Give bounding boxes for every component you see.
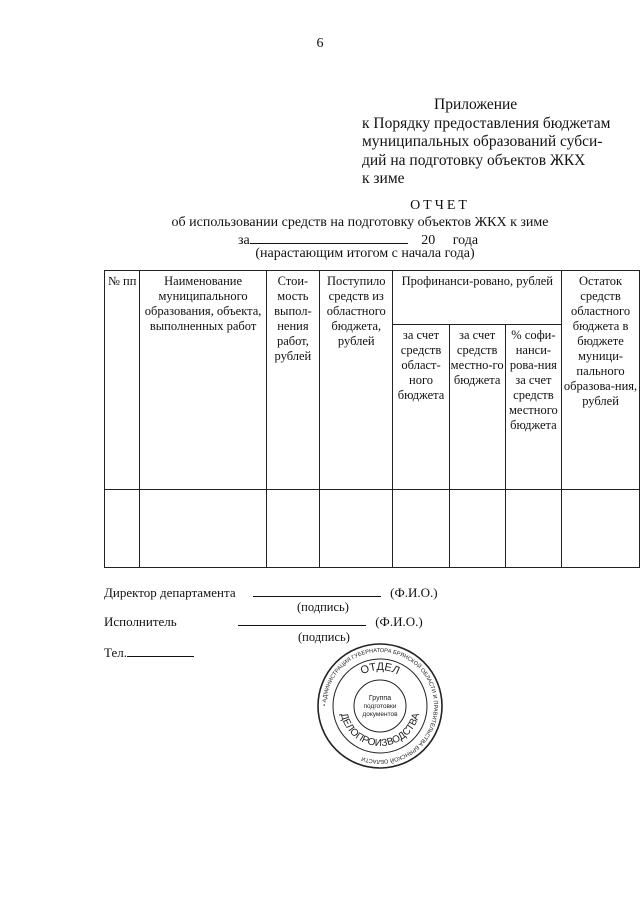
appendix-block bbox=[362, 96, 632, 189]
table-cell[interactable] bbox=[140, 490, 266, 568]
period-year: 20 bbox=[421, 233, 436, 248]
seal-center-line: Группа bbox=[368, 695, 392, 702]
director-fio: (Ф.И.О.) bbox=[390, 585, 438, 600]
executor-fio: (Ф.И.О.) bbox=[375, 614, 423, 629]
report-table bbox=[104, 270, 640, 568]
appendix-line: к Порядку предоставления бюджетам bbox=[362, 114, 611, 132]
phone-label: Тел. bbox=[104, 645, 127, 660]
subheader-regional-budget: за счет средств област-ного бюджета bbox=[393, 325, 449, 490]
appendix-line: к зиме bbox=[362, 170, 405, 187]
executor-signature-hint: (подпись) bbox=[298, 630, 350, 644]
period-prefix: за bbox=[238, 233, 250, 248]
table-cell[interactable] bbox=[320, 490, 393, 568]
executor-signature-row bbox=[104, 614, 423, 630]
director-signature-row bbox=[104, 585, 438, 601]
table-cell[interactable] bbox=[449, 490, 505, 568]
period-suffix: года bbox=[452, 233, 479, 248]
department-seal bbox=[316, 642, 444, 770]
table-row bbox=[105, 490, 640, 568]
subheader-local-budget: за счет средств местно-го бюджета bbox=[449, 325, 505, 490]
seal-center-line: документов bbox=[362, 711, 398, 718]
report-title: ОТЧЕТ bbox=[410, 198, 470, 213]
col-header-cofinanced: Профинанси-ровано, рублей bbox=[393, 271, 562, 325]
phone-field[interactable] bbox=[127, 645, 194, 657]
seal-graphic bbox=[316, 642, 444, 770]
seal-ring-text: • АДМИНИСТРАЦИЯ ГУБЕРНАТОРА БРЯНСКОЙ ОБЛАСТИ И ПРАВИТЕЛЬСТВА БРЯНСКОЙ ОБЛАСТИ bbox=[321, 647, 439, 765]
director-label: Директор департамента bbox=[104, 585, 236, 600]
table-cell[interactable] bbox=[105, 490, 140, 568]
page-number: 6 bbox=[316, 36, 324, 51]
subheader-cofinancing-percent: % софи-нанси-рова-ния за счет средств местного бюджета bbox=[505, 325, 561, 490]
seal-top-text: ОТДЕЛ bbox=[358, 660, 402, 678]
table-cell[interactable] bbox=[562, 490, 640, 568]
seal-center-line: подготовки bbox=[363, 703, 397, 710]
period-blank-field[interactable] bbox=[250, 231, 408, 244]
col-header-cost: Стои-мость выпол-нения работ, рублей bbox=[266, 271, 319, 490]
col-header-received: Поступило средств из областного бюджета, рублей bbox=[320, 271, 393, 490]
appendix-title: Приложение bbox=[434, 96, 518, 113]
executor-signature-field[interactable] bbox=[238, 614, 366, 626]
col-header-balance: Остаток средств областного бюджета в бюджете муници-пального образова-ния, рублей bbox=[562, 271, 640, 490]
phone-row bbox=[104, 645, 194, 661]
seal-bottom-text: ДЕЛОПРОИЗВОДСТВА bbox=[337, 711, 423, 750]
appendix-line: дий на подготовку объектов ЖКХ bbox=[362, 151, 586, 169]
report-subtitle: об использовании средств на подготовку объектов ЖКХ к зиме bbox=[171, 215, 549, 230]
table-cell[interactable] bbox=[505, 490, 561, 568]
director-signature-field[interactable] bbox=[253, 585, 381, 597]
table-cell[interactable] bbox=[266, 490, 319, 568]
col-header-number: № пп bbox=[105, 271, 140, 490]
report-cumulative-note: (нарастающим итогом с начала года) bbox=[255, 246, 475, 261]
appendix-line: муниципальных образований субси- bbox=[362, 133, 603, 150]
director-signature-hint: (подпись) bbox=[297, 600, 349, 614]
col-header-name: Наименование муниципального образования, объекта, выполненных работ bbox=[140, 271, 266, 490]
table-cell[interactable] bbox=[393, 490, 449, 568]
executor-label: Исполнитель bbox=[104, 614, 177, 629]
